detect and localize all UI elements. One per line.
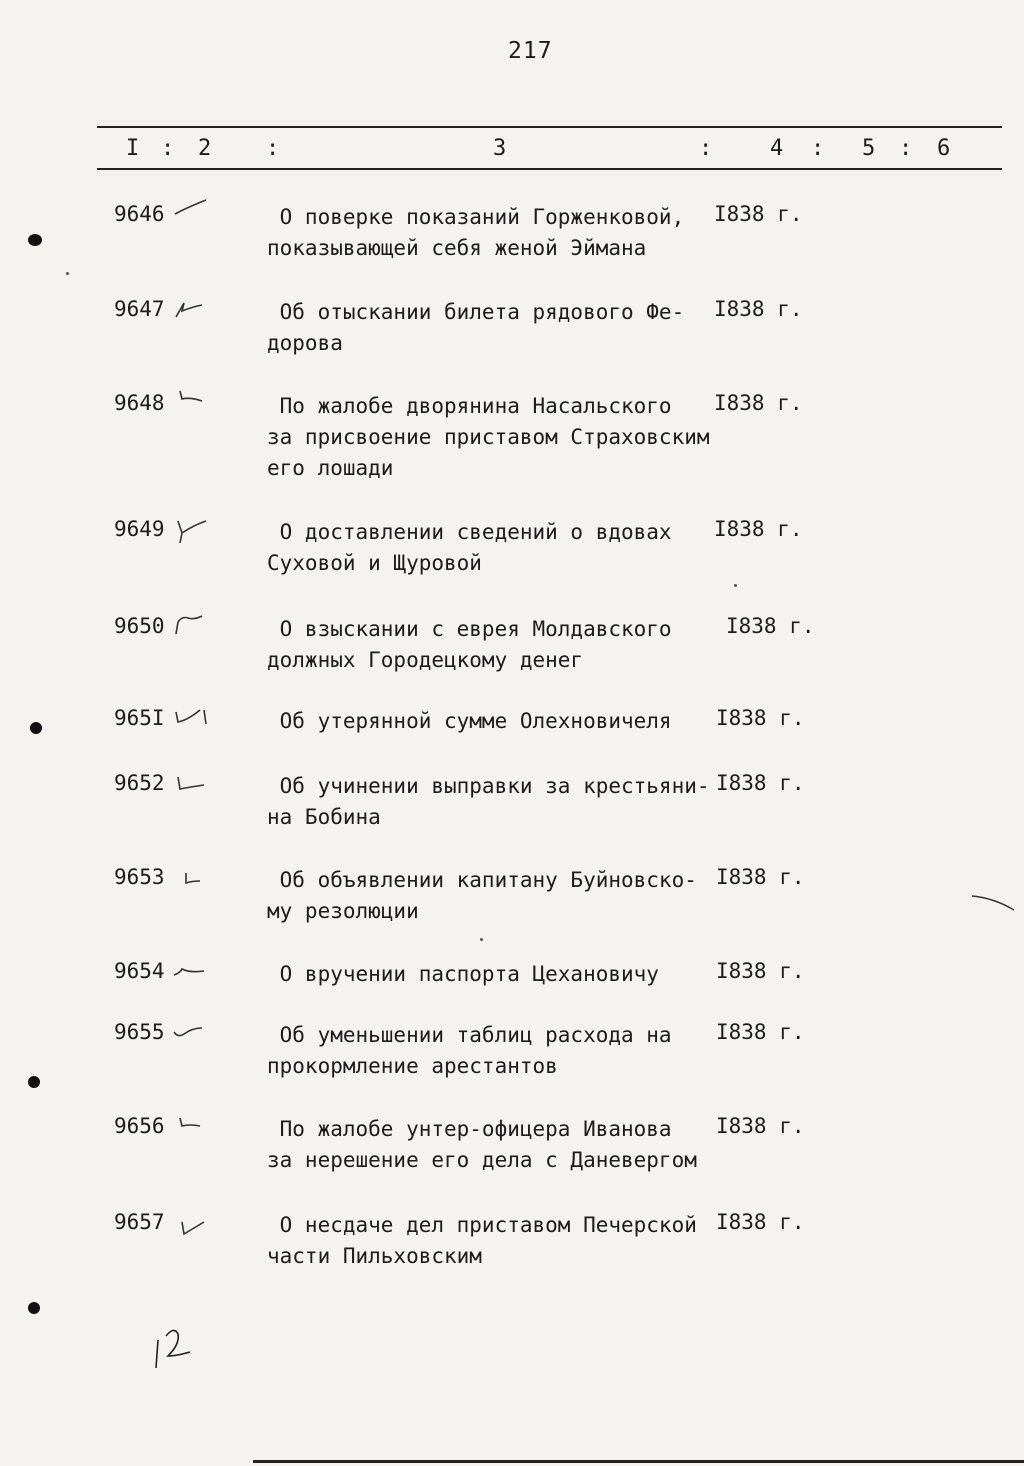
entry-description: Об уменьшении таблиц расхода на прокормление арестантов bbox=[267, 1023, 672, 1078]
entry-number: 9648 bbox=[114, 391, 165, 415]
entry-description: О несдаче дел приставом Печерской части Пильховским bbox=[267, 1213, 697, 1268]
entry-description: Об объявлении капитану Буйновско- му резолюции bbox=[267, 868, 697, 923]
entry-year: I838 г. bbox=[716, 1210, 805, 1234]
entry-year: I838 г. bbox=[714, 297, 803, 321]
entry-number: 9657 bbox=[114, 1210, 165, 1234]
entry-year: I838 г. bbox=[716, 1020, 805, 1044]
entry-year: I838 г. bbox=[714, 517, 803, 541]
pen-stroke-mark bbox=[970, 892, 1024, 916]
entry-number: 9646 bbox=[114, 202, 165, 226]
col-header-6: 6 bbox=[937, 136, 951, 161]
entry-description: Об учинении выправки за крестьяни- на Бобина bbox=[267, 774, 710, 829]
entry-number: 9652 bbox=[114, 771, 165, 795]
col-header-5: 5 bbox=[862, 136, 876, 161]
col-header-2: 2 bbox=[198, 136, 212, 161]
checkmark-icon bbox=[172, 1108, 212, 1138]
entry-description: Об отыскании билета рядового Фе- дорова bbox=[267, 300, 685, 355]
punch-hole bbox=[30, 722, 42, 734]
entry-number: 9654 bbox=[114, 959, 165, 983]
entry-description: Об утерянной сумме Олехновичеля bbox=[267, 709, 672, 733]
paper-speck bbox=[480, 938, 483, 941]
checkmark-icon bbox=[172, 291, 212, 321]
page-number: 217 bbox=[508, 38, 553, 64]
punch-hole bbox=[28, 234, 42, 246]
entry-year: I838 г. bbox=[716, 706, 805, 730]
checkmark-icon bbox=[172, 196, 212, 220]
entry-description: О доставлении сведений о вдовах Суховой и Щуровой bbox=[267, 520, 672, 575]
handwritten-note-12 bbox=[150, 1322, 210, 1372]
checkmark-icon bbox=[172, 700, 212, 730]
page-bottom-rule bbox=[253, 1460, 1024, 1463]
col-header-4: 4 bbox=[770, 136, 784, 161]
punch-hole bbox=[28, 1302, 40, 1314]
punch-hole bbox=[28, 1076, 40, 1088]
checkmark-icon bbox=[172, 385, 212, 409]
checkmark-icon bbox=[172, 859, 212, 889]
paper-speck bbox=[734, 584, 737, 587]
checkmark-icon bbox=[172, 608, 212, 644]
checkmark-icon bbox=[172, 1204, 212, 1240]
col-sep-1: : bbox=[161, 136, 175, 161]
entry-number: 9656 bbox=[114, 1114, 165, 1138]
col-header-3: 3 bbox=[493, 136, 507, 161]
entry-year: I838 г. bbox=[716, 865, 805, 889]
entry-number: 9649 bbox=[114, 517, 165, 541]
entry-description: По жалобе унтер-офицера Иванова за нерешение его дела с Даневергом bbox=[267, 1117, 697, 1172]
header-top-rule bbox=[97, 126, 1002, 128]
entry-year: I838 г. bbox=[726, 614, 815, 638]
entry-number: 9650 bbox=[114, 614, 165, 638]
checkmark-icon bbox=[172, 511, 212, 547]
entry-number: 9655 bbox=[114, 1020, 165, 1044]
col-sep-4: : bbox=[811, 136, 825, 161]
entry-year: I838 г. bbox=[716, 1114, 805, 1138]
col-sep-3: : bbox=[699, 136, 713, 161]
entry-description: О поверке показаний Горженковой, показывающей себя женой Эймана bbox=[267, 205, 685, 260]
entry-description: О взыскании с еврея Молдавского должных Городецкому денег bbox=[267, 617, 672, 672]
entry-year: I838 г. bbox=[716, 959, 805, 983]
checkmark-icon bbox=[172, 765, 212, 795]
col-sep-5: : bbox=[899, 136, 913, 161]
entry-year: I838 г. bbox=[714, 202, 803, 226]
col-sep-2: : bbox=[266, 136, 280, 161]
col-header-1: I bbox=[126, 136, 140, 161]
header-bottom-rule bbox=[97, 168, 1002, 170]
entry-year: I838 г. bbox=[714, 391, 803, 415]
entry-number: 9653 bbox=[114, 865, 165, 889]
entry-description: По жалобе дворянина Насальского за присвоение приставом Страховским его лошади bbox=[267, 394, 710, 480]
entry-year: I838 г. bbox=[716, 771, 805, 795]
checkmark-icon bbox=[172, 953, 212, 983]
checkmark-icon bbox=[172, 1014, 212, 1044]
paper-speck bbox=[66, 272, 69, 275]
entry-number: 965I bbox=[114, 706, 165, 730]
entry-description: О вручении паспорта Цехановичу bbox=[267, 962, 659, 986]
entry-number: 9647 bbox=[114, 297, 165, 321]
